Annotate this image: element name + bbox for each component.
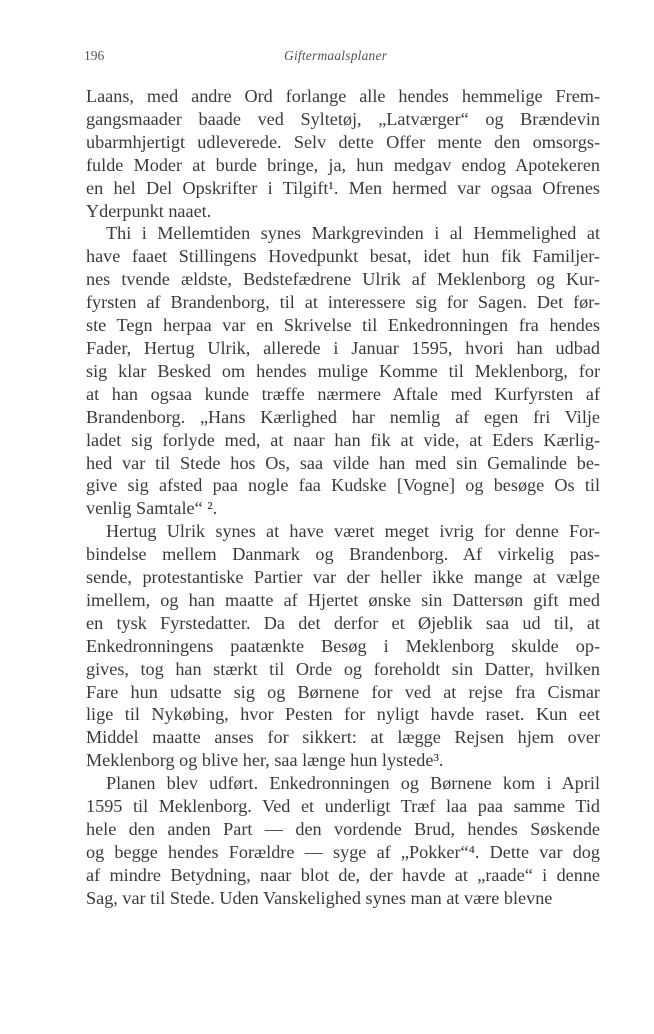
text-line: imellem, og han maatte af Hjertet ønske sin Dattersøn gift med <box>86 589 600 610</box>
text-line: af mindre Betydning, naar blot de, der havde at „raade“ i denne <box>86 864 600 885</box>
text-line: bindelse mellem Danmark og Brandenborg. Af virkelig pas- <box>86 544 600 565</box>
text-line: Hertug Ulrik synes at have været meget ivrig for denne For- <box>106 521 600 542</box>
paragraph <box>86 222 600 520</box>
text-line: at han ogsaa kunde træffe nærmere Aftale med Kurfyrsten af <box>86 383 600 404</box>
text-line: fulde Moder at burde bringe, ja, hun medgav endog Apotekeren <box>86 154 600 175</box>
paragraph <box>86 520 600 772</box>
text-line: Brandenborg. „Hans Kærlighed har nemlig af egen fri Vilje <box>86 406 600 427</box>
text-line: fyrsten af Brandenborg, til at interessere sig for Sagen. Det før- <box>86 292 600 313</box>
text-line: Planen blev udført. Enkedronningen og Børnene kom i April <box>106 773 600 794</box>
text-line: Sag, var til Stede. Uden Vanskelighed synes man at være blevne <box>86 887 553 908</box>
text-line: ste Tegn herpaa var en Skrivelse til Enkedronningen fra hendes <box>86 315 600 336</box>
text-line: gives, tog han stærkt til Orde og foreholdt sin Datter, hvilken <box>86 658 600 679</box>
text-line: Laans, med andre Ord forlange alle hendes hemmelige Frem- <box>86 86 600 106</box>
text-line: hed var til Stede hos Os, saa vilde han med sin Gemalinde be- <box>86 452 600 473</box>
paragraph <box>86 772 600 909</box>
text-line: en hel Del Opskrifter i Tilgift¹. Men hermed var ogsaa Ofrenes <box>86 177 600 198</box>
text-line: Middel maatte anses for sikkert: at lægge Rejsen hjem over <box>86 727 600 748</box>
text-line: sig klar Besked om hendes mulige Komme til Meklenborg, for <box>86 360 600 381</box>
body-text <box>86 85 600 910</box>
text-line: Fader, Hertug Ulrik, allerede i Januar 1595, hvori han udbad <box>86 337 600 358</box>
text-line: ubarmhjertigt udleverede. Selv dette Offer mente den omsorgs- <box>86 131 600 152</box>
text-line: ladet sig forlyde med, at naar han fik at vide, at Eders Kærlig- <box>86 429 600 450</box>
text-line: sende, protestantiske Partier var der heller ikke mange at vælge <box>86 567 600 588</box>
text-line: og begge hendes Forældre — syge af „Pokker“⁴. Dette var dog <box>86 841 600 862</box>
running-title: Giftermaalsplaner <box>284 48 388 63</box>
text-line: nes tvende ældste, Bedstefædrene Ulrik af Meklenborg og Kur- <box>86 269 600 290</box>
paragraph <box>86 85 600 222</box>
text-line: venlig Samtale“ ². <box>86 498 218 519</box>
text-line: en tysk Fyrstedatter. Da det derfor et Øjeblik saa ud til, at <box>86 612 600 633</box>
text-line: Fare hun udsatte sig og Børnene for ved at rejse fra Cismar <box>86 681 600 702</box>
text-line: gangsmaader baade ved Syltetøj, „Latværger“ og Brændevin <box>86 108 600 129</box>
text-line: have faaet Stillingens Hovedpunkt besat, idet hun fik Familjer- <box>86 246 600 267</box>
text-line: give sig afsted paa nogle faa Kudske [Vogne] og besøge Os til <box>86 475 600 496</box>
text-line: Thi i Mellemtiden synes Markgrevinden i al Hemmelighed at <box>106 223 600 244</box>
text-line: Meklenborg og blive her, saa længe hun lystede³. <box>86 750 444 771</box>
text-line: 1595 til Meklenborg. Ved et underligt Træf laa paa samme Tid <box>86 796 600 817</box>
text-line: Yderpunkt naaet. <box>86 200 212 221</box>
text-line: hele den anden Part — den vordende Brud, hendes Søskende <box>86 819 600 839</box>
text-line: lige til Nykøbing, hvor Pesten for nyligt havde raset. Kun eet <box>86 704 600 725</box>
page-number: 196 <box>84 48 105 63</box>
text-line: Enkedronningens paatænkte Besøg i Meklenborg skulde op- <box>86 635 600 656</box>
